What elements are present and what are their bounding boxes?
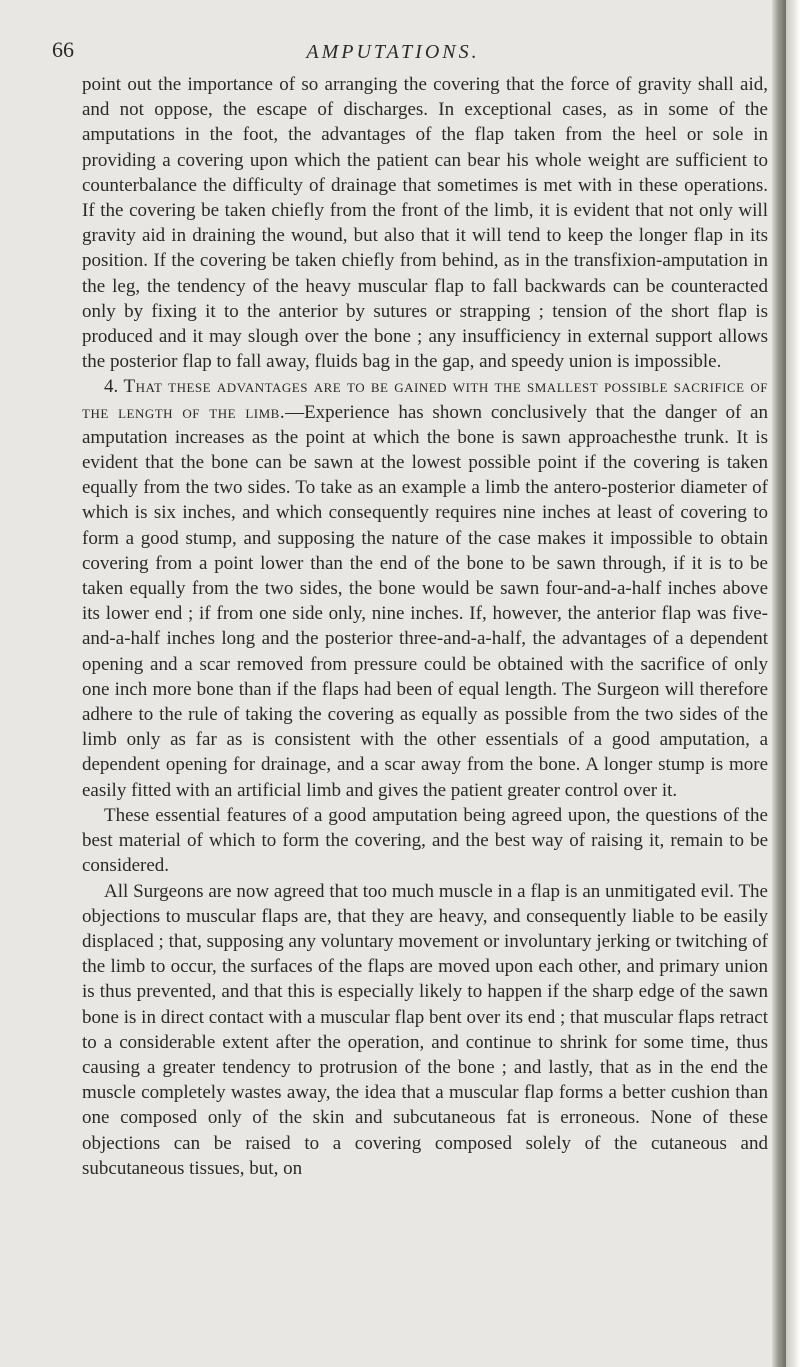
paragraph-gravity-drainage: point out the importance of so arranging the covering that the force of gravity shall aid, and not oppose, the escape of discharges. In exceptional cases, as in some of the amputations in the foot, the advantages of the flap taken from the heel or sole in providing a covering upon which the patient can bear his whole weight are sufficient to counterbalance the difficulty of drainage that sometimes is met with in these operations. If the covering be taken chiefly from the front of the limb, it is evident that not only will gravity aid in draining the wound, but also that it will tend to keep the longer flap in its position. If the covering be taken chiefly from behind, as in the transfixion-amputation in the leg, the tendency of the heavy muscular flap to fall backwards can be counteracted only by fixing it to the anterior by sutures or strapping ; tension of the short flap is produced and it may slough over the bone ; any insufficiency in external support allows the posterior flap to fall away, fluids bag in the gap, and speedy union is impossible. [82,74,768,373]
paragraph-section-4 [82,374,768,802]
section-heading: That these advantages are to be gained with the smallest possible sacrifice of the length of the limb. [82,376,769,423]
paragraph-muscle-flaps: All Surgeons are now agreed that too much muscle in a flap is an unmitigated evil. The objections to muscular flaps are, that they are heavy, and consequently liable to be easily displaced ; that, supposing any voluntary movement or involuntary jerking or twitching of the limb to occur, the surfaces of the flaps are moved upon each other, and primary union is thus prevented, and that this is especially likely to happen if the sharp edge of the sawn bone is in direct contact with a muscular flap bent over its end ; that muscular flaps retract to a considerable extent after the operation, and continue to shrink for some time, thus causing a greater tendency to protrusion of the bone ; and lastly, that as in the end the muscle completely wastes away, the idea that a muscular flap forms a better cushion than one composed only of the skin and subcutaneous fat is erroneous. None of these objections can be raised to a covering composed solely of the cutaneous and subcutaneous tissues, but, on [82,880,768,1179]
section-body: —Experience has shown conclusively that the danger of an amputation increases as the point at which the bone is sawn approachesthe trunk. It is evident that the bone can be sawn at the lowest possible point if the covering is taken equally from the two sides. To take as an example a limb the antero-posterior diameter of which is six inches, and which consequently requires nine inches at least of covering to form a good stump, and supposing the nature of the case makes it impossible to obtain covering from a point lower than the end of the bone to be sawn through, if it is to be taken equally from the two sides, the bone would be sawn four-and-a-half inches above its lower end ; if from one side only, nine inches. If, however, the anterior flap was five-and-a-half inches long and the posterior three-and-a-half, the advantages of a dependent opening and a scar removed from pressure could be obtained with the sacrifice of only one inch more bone than if the flaps had been of equal length. The Surgeon will therefore adhere to the rule of taking the covering as equally as possible from the two sides of the limb only as far as is consistent with the other essentials of a good amputation, a dependent opening for drainage, and a scar away from the bone. A longer stump is more easily fitted with an artificial limb and gives the patient greater control over it. [82,401,768,801]
page-header [0,38,786,68]
section-number: 4. [104,376,119,398]
body-text [82,72,768,1181]
page-edge-shadow [772,0,786,1367]
page-number: 66 [52,37,74,62]
paragraph-essential-features: These essential features of a good amputation being agreed upon, the questions of the best material of which to form the covering, and the best way of raising it, remain to be considered. [82,804,768,877]
page-gutter [786,0,800,1367]
running-title: AMPUTATIONS. [306,41,480,63]
